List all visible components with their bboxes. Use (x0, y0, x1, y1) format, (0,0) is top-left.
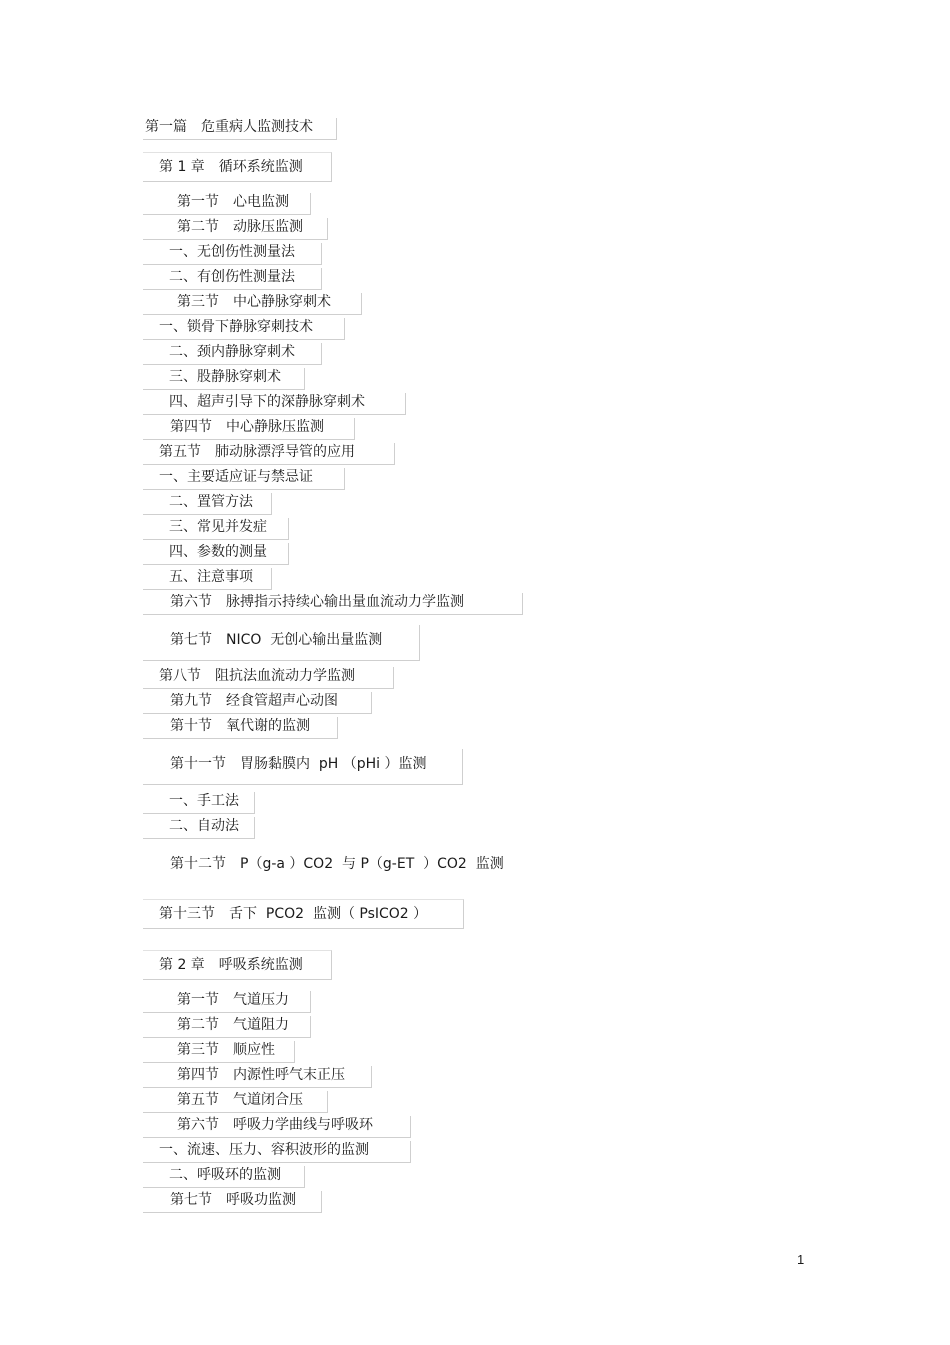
toc-entry: 四、参数的测量 (143, 543, 289, 565)
toc-entry: 二、有创伤性测量法 (143, 268, 322, 290)
toc-entry: 第十节 氧代谢的监测 (143, 717, 338, 739)
toc-entry: 第二节 动脉压监测 (143, 218, 328, 240)
toc-chapter-2: 第 2 章 呼吸系统监测 (143, 950, 332, 980)
toc-entry: 第六节 呼吸力学曲线与呼吸环 (143, 1116, 411, 1138)
toc-entry: 二、置管方法 (143, 493, 272, 515)
toc-entry: 第九节 经食管超声心动图 (143, 692, 372, 714)
toc-entry: 二、呼吸环的监测 (143, 1166, 305, 1188)
toc-entry: 第十三节 舌下 PCO2 监测（ PsICO2 ） (143, 899, 464, 929)
toc-entry: 三、股静脉穿刺术 (143, 368, 305, 390)
toc-entry: 一、锁骨下静脉穿刺技术 (143, 318, 345, 340)
toc-entry: 第七节 NICO 无创心输出量监测 (143, 625, 420, 661)
toc-entry: 一、主要适应证与禁忌证 (143, 468, 345, 490)
toc-entry: 第四节 内源性呼气末正压 (143, 1066, 372, 1088)
toc-entry: 一、流速、压力、容积波形的监测 (143, 1141, 411, 1163)
toc-entry: 第四节 中心静脉压监测 (143, 418, 355, 440)
toc-entry: 二、颈内静脉穿刺术 (143, 343, 322, 365)
toc-entry: 第十二节 P（g-a ）CO2 与 P（g-ET ）CO2 监测 (170, 856, 504, 872)
toc-entry: 一、无创伤性测量法 (143, 243, 322, 265)
toc-entry: 第一节 气道压力 (143, 991, 311, 1013)
toc-entry: 第五节 气道闭合压 (143, 1091, 328, 1113)
toc-entry: 五、注意事项 (143, 568, 272, 590)
toc-entry: 第三节 中心静脉穿刺术 (143, 293, 362, 315)
toc-entry: 第六节 脉搏指示持续心输出量血流动力学监测 (143, 593, 523, 615)
toc-entry: 二、自动法 (143, 817, 255, 839)
toc-entry: 第八节 阻抗法血流动力学监测 (143, 667, 394, 689)
toc-entry: 四、超声引导下的深静脉穿刺术 (143, 393, 406, 415)
toc-chapter-1: 第 1 章 循环系统监测 (143, 152, 332, 182)
page-number: 1 (797, 1252, 805, 1267)
toc-entry: 第十一节 胃肠黏膜内 pH （pHi ）监测 (143, 749, 463, 785)
toc-entry: 第三节 顺应性 (143, 1041, 295, 1063)
toc-entry: 三、常见并发症 (143, 518, 289, 540)
toc-entry: 第二节 气道阻力 (143, 1016, 311, 1038)
toc-entry: 第七节 呼吸功监测 (143, 1191, 322, 1213)
toc-entry: 第五节 肺动脉漂浮导管的应用 (143, 443, 395, 465)
part-title: 第一篇 危重病人监测技术 (143, 118, 337, 140)
toc-entry: 一、手工法 (143, 792, 255, 814)
toc-entry: 第一节 心电监测 (143, 193, 311, 215)
